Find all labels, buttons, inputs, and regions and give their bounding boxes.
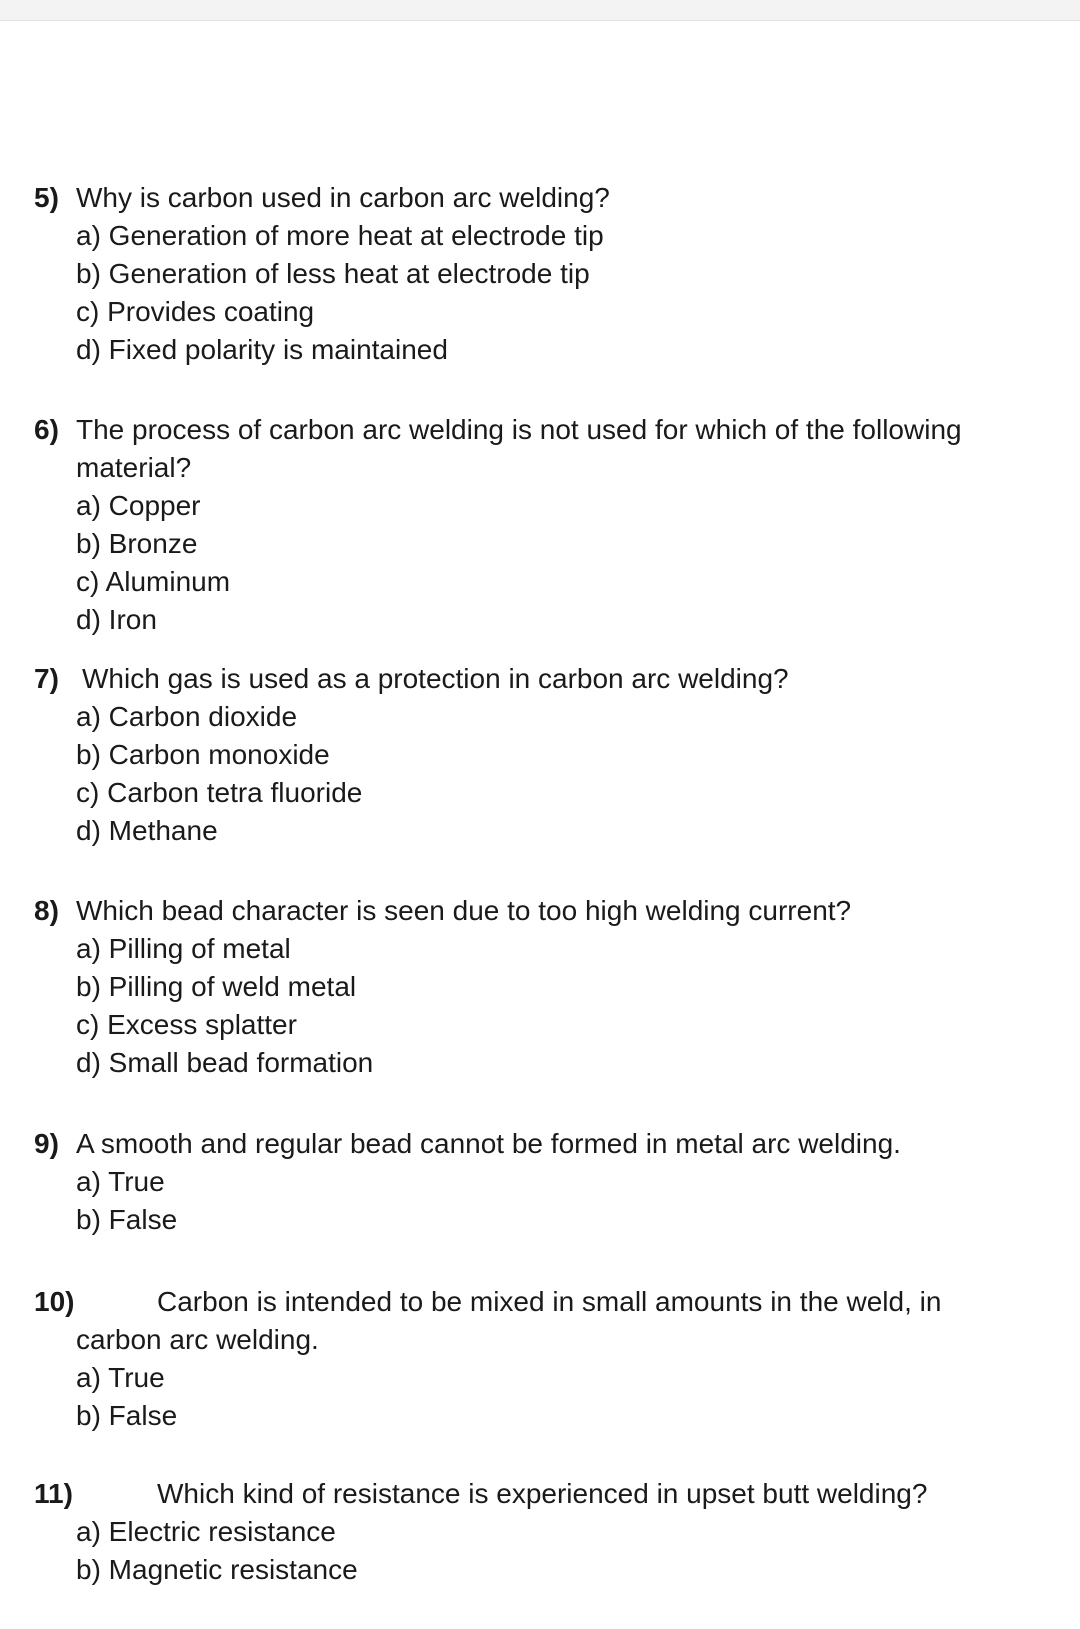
question-line — [0, 660, 1080, 698]
question-line — [0, 892, 1080, 930]
option-a: a) True — [76, 1362, 165, 1393]
option-b: b) Pilling of weld metal — [76, 971, 357, 1002]
question-text: Why is carbon used in carbon arc welding? — [76, 182, 610, 213]
option-d: d) Iron — [76, 604, 157, 635]
option-a: a) True — [76, 1166, 165, 1197]
option-a: a) Carbon dioxide — [76, 701, 298, 732]
option-b: b) False — [76, 1400, 178, 1431]
question-text: Which kind of resistance is experienced in upset butt welding? — [157, 1478, 928, 1509]
question-number: 10) — [34, 1286, 75, 1317]
option-d: d) Fixed polarity is maintained — [76, 334, 448, 365]
option-b: b) False — [76, 1204, 178, 1235]
question-7 — [0, 660, 1080, 850]
question-9 — [0, 1125, 1080, 1239]
question-text: Which bead character is seen due to too high welding current? — [76, 895, 852, 926]
question-text: A smooth and regular bead cannot be formed in metal arc welding. — [76, 1128, 901, 1159]
question-number: 11) — [34, 1478, 73, 1509]
question-line — [0, 179, 1080, 217]
question-6 — [0, 411, 1080, 639]
question-8 — [0, 892, 1080, 1082]
question-text-continued: material? — [76, 452, 192, 483]
option-c: c) Excess splatter — [76, 1009, 297, 1040]
option-d: d) Methane — [76, 815, 218, 846]
question-line — [0, 1125, 1080, 1163]
question-11 — [0, 1475, 1080, 1589]
question-number: 6) — [34, 414, 59, 445]
question-text: The process of carbon arc welding is not used for which of the following — [76, 414, 962, 445]
option-a: a) Copper — [76, 490, 201, 521]
option-b: b) Carbon monoxide — [76, 739, 330, 770]
option-b: b) Magnetic resistance — [76, 1554, 358, 1585]
question-line — [0, 1283, 1080, 1321]
option-c: c) Provides coating — [76, 296, 315, 327]
option-a: a) Generation of more heat at electrode tip — [76, 220, 604, 251]
option-b: b) Bronze — [76, 528, 198, 559]
option-c: c) Carbon tetra fluoride — [76, 777, 363, 808]
question-line — [0, 411, 1080, 449]
option-c: c) Aluminum — [76, 566, 231, 597]
question-text: Carbon is intended to be mixed in small amounts in the weld, in — [157, 1286, 942, 1317]
question-number: 9) — [34, 1128, 59, 1159]
question-5 — [0, 179, 1080, 369]
question-number: 5) — [34, 182, 59, 213]
option-a: a) Pilling of metal — [76, 933, 291, 964]
question-number: 8) — [34, 895, 59, 926]
option-d: d) Small bead formation — [76, 1047, 374, 1078]
option-b: b) Generation of less heat at electrode tip — [76, 258, 590, 289]
question-number: 7) — [34, 663, 59, 694]
option-a: a) Electric resistance — [76, 1516, 336, 1547]
question-text: Which gas is used as a protection in carbon arc welding? — [82, 663, 789, 694]
question-line — [0, 1475, 1080, 1513]
question-10 — [0, 1283, 1080, 1435]
top-bar — [0, 0, 1080, 21]
question-text-continued: carbon arc welding. — [76, 1324, 319, 1355]
